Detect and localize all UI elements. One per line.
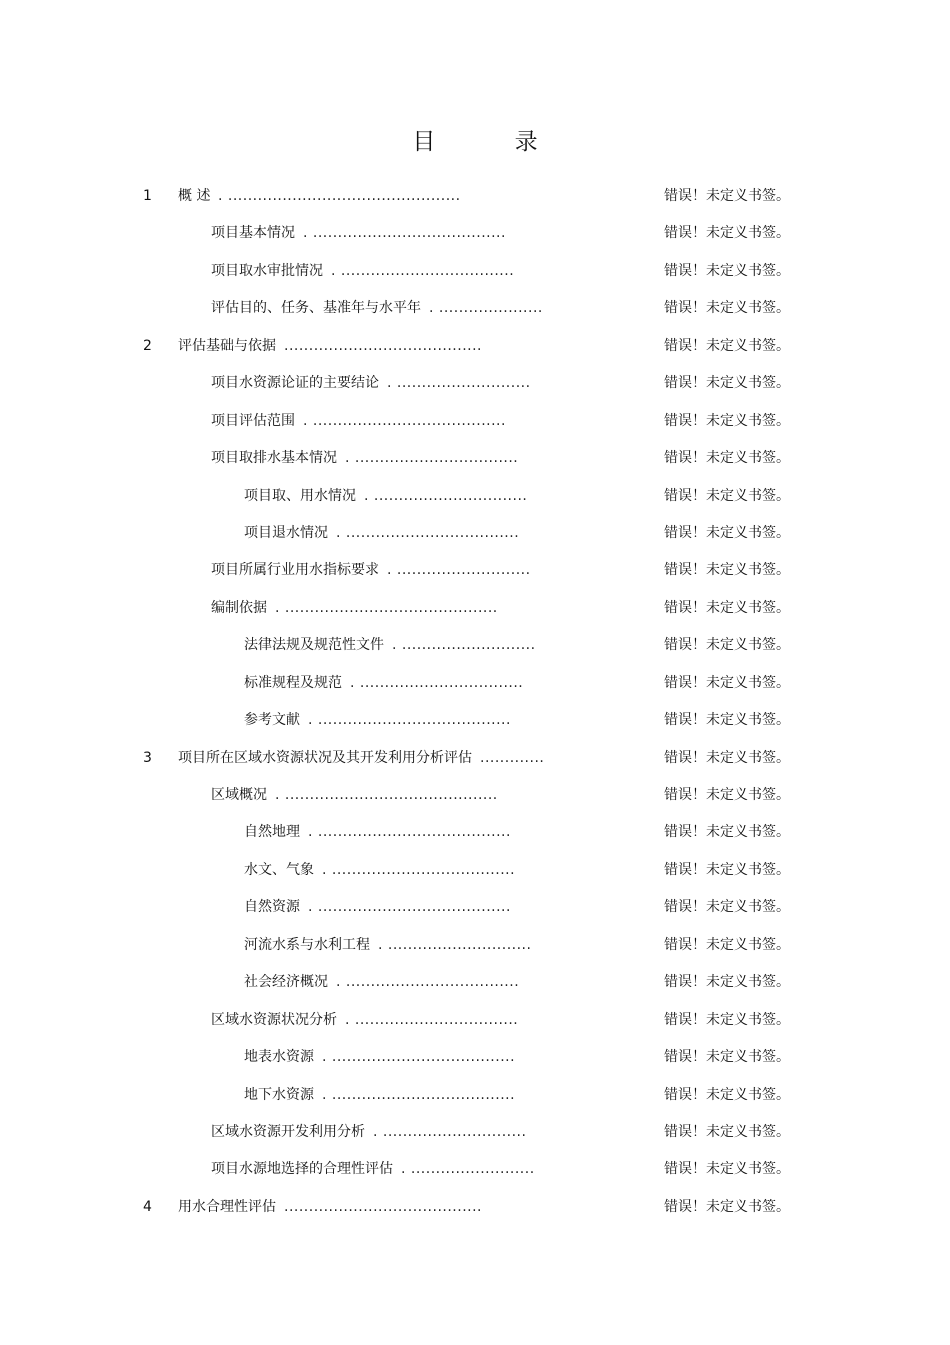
toc-dot-leader: . .......................................: [308, 899, 511, 916]
toc-entry-title[interactable]: 评估基础与依据: [178, 337, 276, 354]
toc-entry-page-ref[interactable]: 错误！未定义书签。: [664, 599, 790, 616]
toc-entry-title[interactable]: 概 述: [178, 188, 211, 204]
toc-entry-page-ref[interactable]: 错误！未定义书签。: [664, 787, 790, 803]
toc-entry[interactable]: [0, 290, 950, 327]
toc-dot-leader: ........................................: [284, 1198, 482, 1215]
toc-dot-leader: ........................................: [284, 337, 482, 354]
toc-dot-leader: . ...........................: [392, 637, 536, 654]
toc-dot-leader: . ...............................................: [218, 188, 461, 204]
toc-entry[interactable]: [0, 1151, 950, 1188]
toc-entry[interactable]: [0, 964, 950, 1001]
toc-entry-title[interactable]: 地表水资源: [244, 1049, 314, 1066]
toc-entry-title[interactable]: 项目所属行业用水指标要求: [211, 562, 379, 579]
toc-entry-title[interactable]: 标准规程及规范: [244, 674, 342, 691]
toc-entry-page-ref[interactable]: 错误！未定义书签。: [664, 1086, 790, 1103]
page-title: 目 录: [412, 129, 574, 155]
toc-dot-leader: . .................................: [350, 674, 523, 691]
toc-entry[interactable]: [0, 178, 950, 215]
toc-dot-leader: . .................................: [345, 1011, 518, 1028]
toc-entry-page-ref[interactable]: 错误！未定义书签。: [664, 337, 790, 354]
table-of-contents: [0, 178, 950, 1226]
toc-dot-leader: . .................................: [345, 450, 518, 467]
toc-dot-leader: . ...................................: [336, 524, 519, 541]
toc-entry[interactable]: [0, 365, 950, 402]
toc-dot-leader: . ...................................: [331, 262, 514, 279]
toc-entry[interactable]: [0, 1039, 950, 1076]
toc-entry-title[interactable]: 编制依据: [211, 599, 267, 616]
toc-entry-page-ref[interactable]: 错误！未定义书签。: [664, 712, 790, 729]
toc-entry[interactable]: [0, 889, 950, 926]
toc-entry-title[interactable]: 法律法规及规范性文件: [244, 637, 384, 654]
toc-entry[interactable]: [0, 1189, 950, 1226]
toc-entry-page-ref[interactable]: 错误！未定义书签。: [664, 375, 790, 392]
toc-entry-title[interactable]: 河流水系与水利工程: [244, 936, 370, 953]
toc-entry-page-ref[interactable]: 错误！未定义书签。: [664, 225, 790, 242]
toc-entry[interactable]: [0, 253, 950, 290]
toc-entry-page-ref[interactable]: 错误！未定义书签。: [664, 487, 790, 504]
toc-entry[interactable]: [0, 627, 950, 664]
toc-entry-title[interactable]: 评估目的、任务、基准年与水平年: [211, 300, 421, 317]
toc-entry-title[interactable]: 项目基本情况: [211, 225, 295, 242]
toc-dot-leader: . ...............................: [364, 487, 527, 504]
toc-dot-leader: . ...........................: [387, 375, 531, 392]
toc-entry-page-ref[interactable]: 错误！未定义书签。: [664, 562, 790, 579]
toc-entry-page-ref[interactable]: 错误！未定义书签。: [664, 936, 790, 953]
toc-entry-title[interactable]: 区域水资源开发利用分析: [211, 1123, 365, 1140]
toc-dot-leader: . .............................: [373, 1123, 526, 1140]
toc-entry-page-ref[interactable]: 错误！未定义书签。: [664, 300, 790, 317]
toc-entry-number: 4: [143, 1198, 152, 1215]
toc-entry[interactable]: [0, 403, 950, 440]
toc-entry-title[interactable]: 自然地理: [244, 824, 300, 841]
toc-entry[interactable]: [0, 702, 950, 739]
toc-entry-page-ref[interactable]: 错误！未定义书签。: [664, 637, 790, 654]
toc-entry-title[interactable]: 项目水资源论证的主要结论: [211, 375, 379, 392]
toc-dot-leader: . ...........................................: [275, 599, 498, 616]
toc-dot-leader: . .....................................: [322, 1049, 515, 1066]
toc-entry-title[interactable]: 项目水源地选择的合理性评估: [211, 1161, 393, 1178]
toc-entry-page-ref[interactable]: 错误！未定义书签。: [664, 450, 790, 467]
toc-entry-page-ref[interactable]: 错误！未定义书签。: [664, 1123, 790, 1140]
toc-dot-leader: . .......................................: [308, 712, 511, 729]
toc-entry[interactable]: [0, 515, 950, 552]
toc-entry-title[interactable]: 参考文献: [244, 712, 300, 729]
toc-entry[interactable]: [0, 777, 950, 814]
toc-entry-page-ref[interactable]: 错误！未定义书签。: [664, 1011, 790, 1028]
toc-dot-leader: .............: [480, 749, 544, 766]
toc-entry-title[interactable]: 区域水资源状况分析: [211, 1011, 337, 1028]
toc-entry-title[interactable]: 项目取排水基本情况: [211, 450, 337, 467]
toc-dot-leader: . .....................: [429, 300, 543, 317]
toc-entry[interactable]: [0, 590, 950, 627]
toc-entry-page-ref[interactable]: 错误！未定义书签。: [664, 899, 790, 916]
toc-entry-page-ref[interactable]: 错误！未定义书签。: [664, 749, 790, 766]
toc-entry[interactable]: [0, 215, 950, 252]
toc-entry[interactable]: [0, 1114, 950, 1151]
toc-entry[interactable]: [0, 740, 950, 777]
toc-entry[interactable]: [0, 440, 950, 477]
toc-dot-leader: . ...........................: [387, 562, 531, 579]
toc-entry[interactable]: [0, 328, 950, 365]
toc-entry-title[interactable]: 项目取、用水情况: [244, 487, 356, 504]
toc-entry-title[interactable]: 水文、气象: [244, 861, 314, 878]
toc-entry-title[interactable]: 项目评估范围: [211, 412, 295, 429]
toc-entry-page-ref[interactable]: 错误！未定义书签。: [664, 1161, 790, 1178]
toc-dot-leader: . .............................: [378, 936, 531, 953]
toc-dot-leader: . .......................................: [308, 824, 511, 841]
toc-entry-title[interactable]: 社会经济概况: [244, 974, 328, 991]
toc-entry-title[interactable]: 用水合理性评估: [178, 1198, 276, 1215]
toc-entry-page-ref[interactable]: 错误！未定义书签。: [664, 188, 790, 204]
toc-entry-page-ref[interactable]: 错误！未定义书签。: [664, 974, 790, 991]
toc-entry[interactable]: [0, 927, 950, 964]
toc-entry-page-ref[interactable]: 错误！未定义书签。: [664, 824, 790, 841]
toc-entry-title[interactable]: 区域概况: [211, 787, 267, 803]
toc-entry-page-ref[interactable]: 错误！未定义书签。: [664, 524, 790, 541]
toc-entry[interactable]: [0, 1077, 950, 1114]
toc-entry-number: 3: [143, 749, 152, 766]
toc-dot-leader: . .......................................: [303, 225, 506, 242]
toc-entry-page-ref[interactable]: 错误！未定义书签。: [664, 1049, 790, 1066]
toc-entry[interactable]: [0, 552, 950, 589]
toc-entry[interactable]: [0, 814, 950, 851]
toc-dot-leader: . ...........................................: [275, 787, 498, 803]
toc-dot-leader: . ...................................: [336, 974, 519, 991]
toc-entry-page-ref[interactable]: 错误！未定义书签。: [664, 412, 790, 429]
toc-entry-page-ref[interactable]: 错误！未定义书签。: [664, 861, 790, 878]
toc-entry-title[interactable]: 自然资源: [244, 899, 300, 916]
toc-entry-title[interactable]: 项目退水情况: [244, 524, 328, 541]
toc-dot-leader: . .......................................: [303, 412, 506, 429]
toc-dot-leader: . .....................................: [322, 1086, 515, 1103]
toc-entry-number: 1: [143, 188, 152, 204]
toc-entry-title[interactable]: 项目取水审批情况: [211, 262, 323, 279]
toc-entry-page-ref[interactable]: 错误！未定义书签。: [664, 1198, 790, 1215]
toc-entry-page-ref[interactable]: 错误！未定义书签。: [664, 262, 790, 279]
toc-entry-title[interactable]: 项目所在区域水资源状况及其开发利用分析评估: [178, 749, 472, 766]
toc-entry-page-ref[interactable]: 错误！未定义书签。: [664, 674, 790, 691]
toc-entry-title[interactable]: 地下水资源: [244, 1086, 314, 1103]
toc-dot-leader: . .....................................: [322, 861, 515, 878]
toc-dot-leader: . .........................: [401, 1161, 535, 1178]
toc-entry-number: 2: [143, 337, 152, 354]
toc-entry[interactable]: [0, 478, 950, 515]
toc-entry[interactable]: [0, 852, 950, 889]
toc-entry[interactable]: [0, 1002, 950, 1039]
toc-entry[interactable]: [0, 665, 950, 702]
